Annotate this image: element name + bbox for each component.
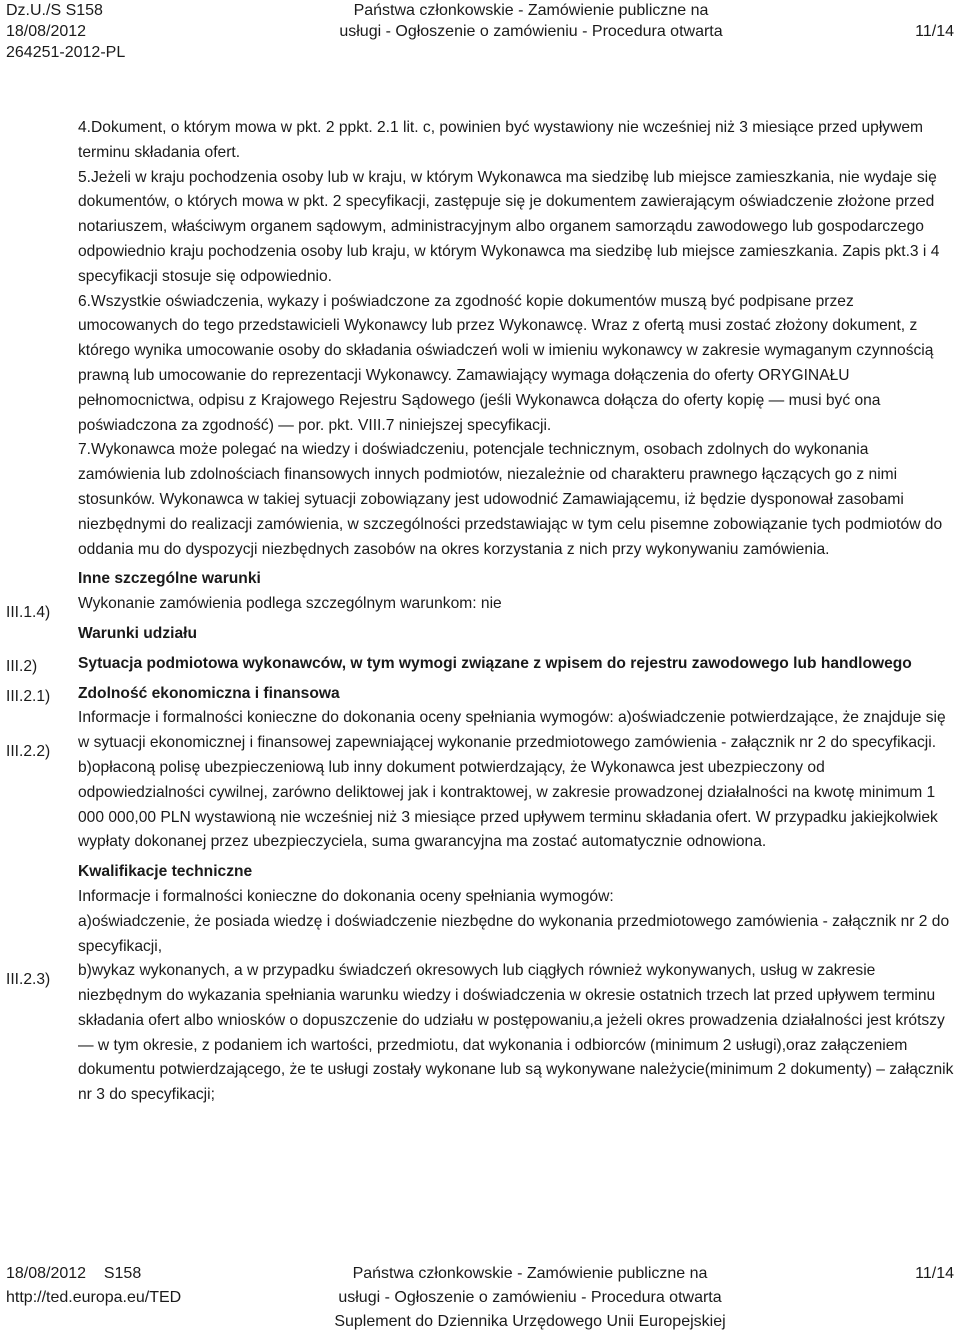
- page-footer: [0, 1262, 960, 1334]
- kwalifikacje-point-a: a)oświadczenie, że posiada wiedzę i doświadczenie niezbędne do wykonania przedmiotowego zamówienia - załącznik nr 2 do specyfikacji,: [78, 912, 950, 955]
- footer-left: [6, 1262, 181, 1310]
- heading-sytuacja-podmiotowa: Sytuacja podmiotowa wykonawców, w tym wymogi związane z wpisem do rejestru zawodowego lub handlowego: [78, 654, 912, 672]
- footer-url: http://ted.europa.eu/TED: [6, 1289, 182, 1306]
- heading-zdolnosc-ekonomiczna: Zdolność ekonomiczna i finansowa: [78, 684, 340, 702]
- page-header: [0, 0, 960, 70]
- footer-title-line1: Państwa członkowskie - Zamówienie publiczne na: [352, 1265, 708, 1282]
- header-center: [306, 0, 756, 42]
- inne-warunki-text: Wykonanie zamówienia podlega szczególnym warunkom: nie: [78, 595, 502, 613]
- header-journal-ref: Dz.U./S S158: [6, 2, 103, 19]
- footer-page-number: 11/14: [915, 1265, 954, 1282]
- heading-inne-warunki: Inne szczególne warunki: [78, 570, 261, 588]
- header-page-number: 11/14: [915, 23, 954, 40]
- header-title-line1: Państwa członkowskie - Zamówienie publiczne na: [353, 2, 709, 19]
- zdolnosc-point-a: Informacje i formalności konieczne do dokonania oceny spełniania wymogów: a)oświadczenie potwierdzające, że znajduje się w sytuacji ekonomicznej i finansowej zapewniającej wykonanie przedmiotowego zamówienia - załącznik nr 2 do specyfikacji.: [78, 709, 946, 752]
- kwalifikacje-intro: Informacje i formalności konieczne do dokonania oceny spełniania wymogów:: [78, 887, 614, 905]
- zdolnosc-point-b: b)opłaconą polisę ubezpieczeniową lub inny dokument potwierdzający, że Wykonawca jest ubezpieczony od odpowiedzialności cywilnej, zarówno deliktowej jak i kontraktowej, w zakresie prowadzonej działalności na kwotę minimum 1 000 000,00 PLN wystawioną nie wcześniej niż 3 miesiące przed upływem terminu składania ofert. W przypadku jakiejkolwiek wypłaty dokonanej przez ubezpieczyciela, suma gwarancyjna ma zostać automatycznie odnowiona.: [78, 758, 938, 851]
- label-iii-2-1: III.2.1): [6, 688, 51, 705]
- label-iii-2-3: III.2.3): [6, 971, 51, 988]
- footer-title-line2: usługi - Ogłoszenie o zamówieniu - Procedura otwarta: [338, 1289, 722, 1306]
- header-notice-id: 264251-2012-PL: [6, 44, 126, 61]
- paragraph-7: 7.Wykonawca może polegać na wiedzy i doświadczeniu, potencjale technicznym, osobach zdolnych do wykonania zamówienia lub zdolnościach finansowych innych podmiotów, niezależnie od charakteru prawnego łączących go z nimi stosunków. Wykonawca w takiej sytuacji zobowiązany jest udowodnić Zamawiającemu, iż będzie dysponował zasobami niezbędnymi do realizacji zamówienia, w szczególności przedstawiając w tym celu pisemne zobowiązanie tych podmiotów do oddania mu do dyspozycji niezbędnych zasobów na okres korzystania z nich przy wykonywaniu zamówienia.: [78, 441, 943, 558]
- label-iii-2: III.2): [6, 658, 38, 675]
- label-iii-1-4: III.1.4): [6, 604, 51, 621]
- footer-center: [300, 1262, 760, 1334]
- heading-warunki-udzialu: Warunki udziału: [78, 624, 197, 642]
- paragraph-6: 6.Wszystkie oświadczenia, wykazy i poświadczone za zgodność kopie dokumentów muszą być podpisane przez umocowanych do tego przedstawicieli Wykonawcy lub przez Wykonawcę. Wraz z ofertą musi zostać złożony dokument, z którego wynika umocowanie osoby do składania oświadczeń woli w imieniu wykonawcy w zakresie wymaganym czynnością prawną lub umocowanie do reprezentacji Wykonawcy. Zamawiający wymaga dołączenia do oferty ORYGINAŁU pełnomocnictwa, odpisu z Krajowego Rejestru Sądowego (jeśli Wykonawca dołącza do oferty kopię — musi być ona poświadczona za zgodność) — por. pkt. VIII.7 niniejszej specyfikacji.: [78, 292, 934, 434]
- footer-date-issue: 18/08/2012 S158: [6, 1265, 142, 1282]
- header-date: 18/08/2012: [6, 23, 87, 40]
- paragraph-5: 5.Jeżeli w kraju pochodzenia osoby lub w kraju, w którym Wykonawca ma siedzibę lub miejsce zamieszkania, nie wydaje się dokumentów, o których mowa w pkt. 2 specyfikacji, zastępuje się je dokumentem zawierającym oświadczenie złożone przed notariuszem, właściwym organem sądowym, administracyjnym albo organem samorządu zawodowego lub gospodarczego odpowiednio kraju pochodzenia osoby lub kraju, w którym Wykonawca ma siedzibę lub miejsce zamieszkania. Zapis pkt.3 i 4 specyfikacji stosuje się odpowiednio.: [78, 168, 940, 285]
- footer-supplement: Suplement do Dziennika Urzędowego Unii Europejskiej: [334, 1313, 726, 1330]
- header-title-line2: usługi - Ogłoszenie o zamówieniu - Procedura otwarta: [339, 23, 723, 40]
- paragraph-4: 4.Dokument, o którym mowa w pkt. 2 ppkt. 2.1 lit. c, powinien być wystawiony nie wcześniej niż 3 miesiące przed upływem terminu składania ofert.: [78, 119, 924, 161]
- label-iii-2-2: III.2.2): [6, 743, 51, 760]
- header-left: [6, 0, 125, 63]
- document-body: [78, 116, 954, 1108]
- kwalifikacje-point-b: b)wykaz wykonanych, a w przypadku świadczeń okresowych lub ciągłych również wykonywanych, usług w zakresie niezbędnym do wykazania spełniania warunku wiedzy i doświadczenia w okresie ostatnich trzech lat przed upływem terminu składania ofert albo wniosków o dopuszczenie do udziału w postępowaniu,a jeżeli okres prowadzenia działalności jest krótszy — w tym okresie, z podaniem ich wartości, przedmiotu, dat wykonania i odbiorców (minimum 2 usługi),oraz załączeniem dokumentu potwierdzającego, że te usługi zostały wykonane lub są wykonywane należycie(minimum 2 dokumenty) – załącznik nr 3 do specyfikacji;: [78, 962, 954, 1104]
- heading-kwalifikacje-techniczne: Kwalifikacje techniczne: [78, 863, 253, 881]
